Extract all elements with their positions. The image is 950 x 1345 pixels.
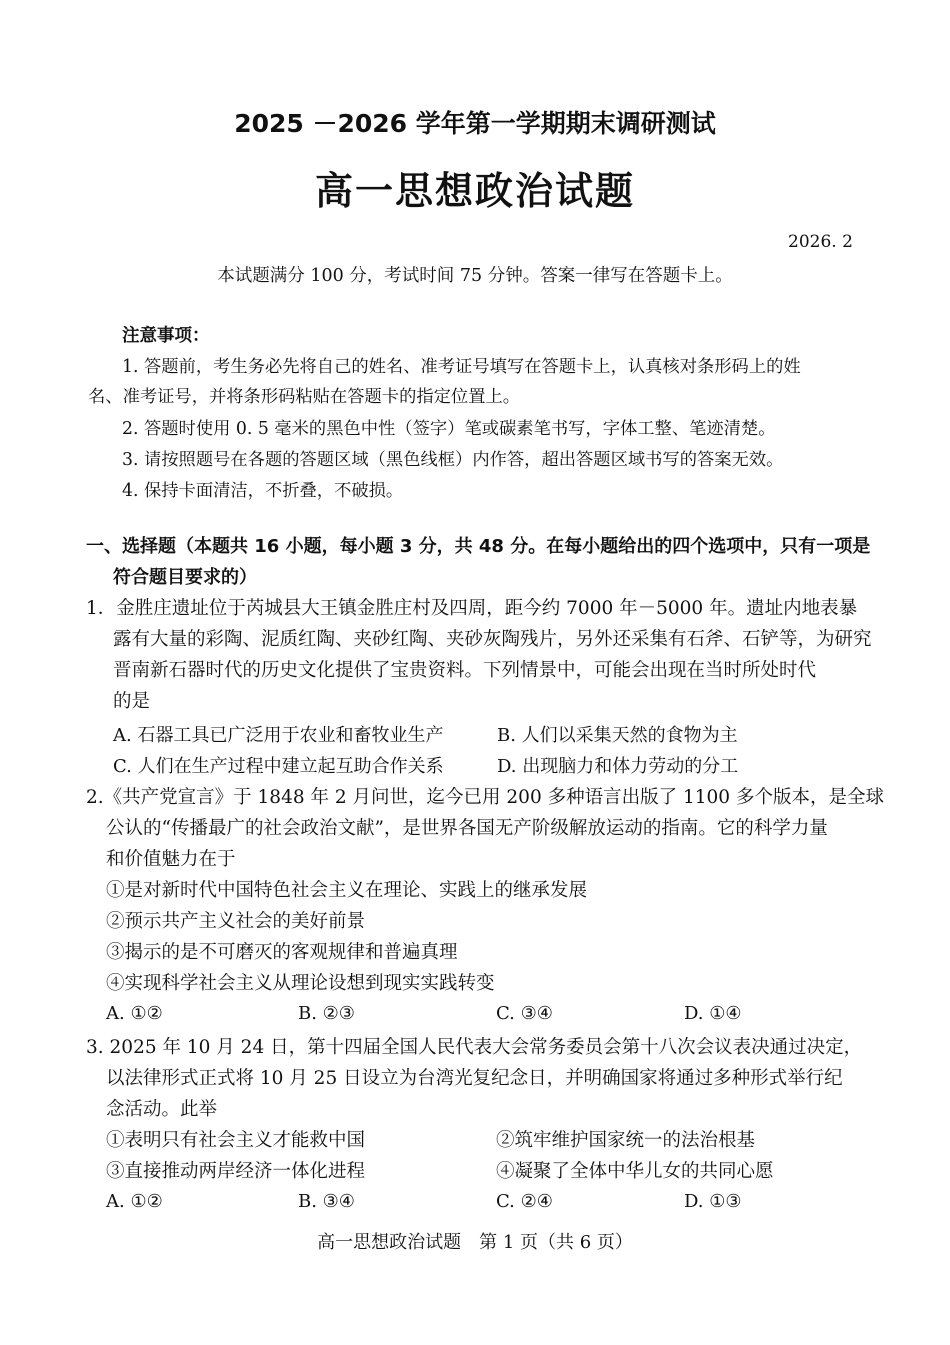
question-2-stem: 和价值魅力在于 [106, 849, 236, 870]
page-footer: 高一思想政治试题 第 1 页（共 6 页） [317, 1232, 633, 1253]
notice-line: 名、准考证号，并将条形码粘贴在答题卡的指定位置上。 [88, 387, 521, 407]
question-2-item: ④实现科学社会主义从理论设想到现实实践转变 [106, 973, 495, 994]
question-3-item: ①表明只有社会主义才能救中国 [106, 1130, 366, 1151]
question-1-option-d: D. 出现脑力和体力劳动的分工 [497, 756, 739, 777]
question-2-stem: 2.《共产党宣言》于 1848 年 2 月问世，迄今已用 200 多种语言出版了 1100 多个版本，是全球 [86, 787, 884, 808]
question-3-option-b: B. ③④ [298, 1191, 355, 1212]
question-2-item: ③揭示的是不可磨灭的客观规律和普遍真理 [106, 942, 458, 963]
question-1-option-b: B. 人们以采集天然的食物为主 [497, 725, 738, 746]
question-3-option-c: C. ②④ [496, 1191, 553, 1212]
question-1-stem: 露有大量的彩陶、泥质红陶、夹砂红陶、夹砂灰陶残片，另外还采集有石斧、石铲等，为研究 [113, 629, 872, 650]
notice-heading: 注意事项： [122, 326, 210, 346]
question-1-stem: 晋南新石器时代的历史文化提供了宝贵资料。下列情景中，可能会出现在当时所处时代 [113, 660, 817, 681]
question-2-option-b: B. ②③ [298, 1003, 355, 1024]
question-1-stem: 1．金胜庄遗址位于芮城县大王镇金胜庄村及四周，距今约 7000 年－5000 年。遗址内地表暴 [86, 598, 858, 619]
question-2-option-d: D. ①④ [684, 1003, 742, 1024]
question-1-option-c: C. 人们在生产过程中建立起互助合作关系 [113, 756, 444, 777]
exam-date: 2026. 2 [788, 232, 853, 252]
question-3-stem: 以法律形式正式将 10 月 25 日设立为台湾光复纪念日，并明确国家将通过多种形式举行纪 [106, 1068, 843, 1089]
question-1-stem: 的是 [113, 691, 151, 712]
notice-line: 2. 答题时使用 0. 5 毫米的黑色中性（签字）笔或碳素笔书写，字体工整、笔迹清楚。 [122, 419, 776, 439]
question-3-item: ④凝聚了全体中华儿女的共同心愿 [496, 1161, 774, 1182]
exam-session-title: 2025 －2026 学年第一学期期末调研测试 [234, 109, 716, 138]
exam-intro: 本试题满分 100 分，考试时间 75 分钟。答案一律写在答题卡上。 [217, 266, 733, 286]
question-2-item: ②预示共产主义社会的美好前景 [106, 911, 366, 932]
question-2-stem: 公认的“传播最广的社会政治文献”，是世界各国无产阶级解放运动的指南。它的科学力量 [106, 818, 828, 839]
question-2-option-a: A. ①② [106, 1003, 163, 1024]
notice-line: 3. 请按照题号在各题的答题区域（黑色线框）内作答，超出答题区域书写的答案无效。 [122, 450, 784, 470]
question-2-item: ①是对新时代中国特色社会主义在理论、实践上的继承发展 [106, 880, 588, 901]
exam-subject-title: 高一思想政治试题 [314, 169, 635, 213]
question-3-stem: 念活动。此举 [106, 1099, 218, 1120]
notice-line: 4. 保持卡面清洁，不折叠，不破损。 [122, 481, 404, 501]
question-3-stem: 3. 2025 年 10 月 24 日，第十四届全国人民代表大会常务委员会第十八次会议表决通过决定， [86, 1037, 863, 1058]
question-3-option-a: A. ①② [106, 1191, 163, 1212]
notice-line: 1. 答题前，考生务必先将自己的姓名、准考证号填写在答题卡上，认真核对条形码上的姓 [122, 357, 801, 377]
question-3-option-d: D. ①③ [684, 1191, 742, 1212]
question-3-item: ③直接推动两岸经济一体化进程 [106, 1161, 366, 1182]
section-heading: 一、选择题（本题共 16 小题，每小题 3 分，共 48 分。在每小题给出的四个选项中，只有一项是 [86, 536, 871, 557]
question-1-option-a: A. 石器工具已广泛用于农业和畜牧业生产 [113, 725, 444, 746]
question-3-item: ②筑牢维护国家统一的法治根基 [496, 1130, 756, 1151]
section-heading-cont: 符合题目要求的） [113, 567, 257, 588]
question-2-option-c: C. ③④ [496, 1003, 553, 1024]
